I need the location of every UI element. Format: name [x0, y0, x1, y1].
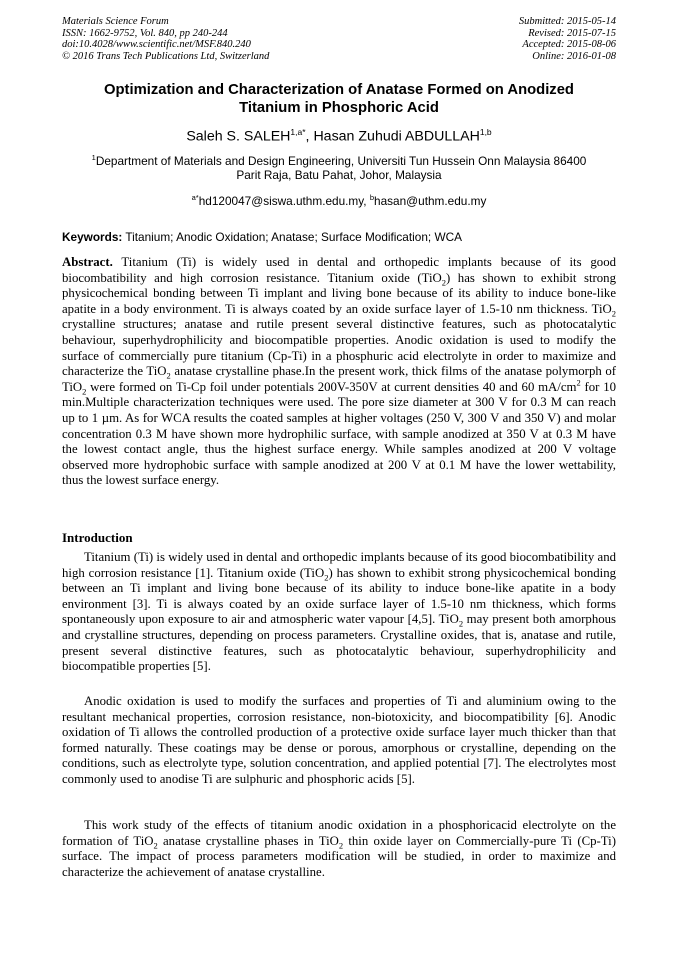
affiliation-line-2: Parit Raja, Batu Pahat, Johor, Malaysia [236, 168, 442, 183]
paper-title [62, 82, 616, 117]
author-1-sup: 1,a* [290, 127, 306, 137]
journal-name: Materials Science Forum [62, 16, 169, 27]
journal-doi: doi:10.4028/www.scientific.net/MSF.840.240 [62, 39, 251, 50]
keywords-text: Titanium; Anodic Oxidation; Anatase; Surface Modification; WCA [122, 230, 462, 244]
email-a-sup: a* [191, 193, 199, 202]
title-line-1: Optimization and Characterization of Anatase Formed on Anodized [104, 82, 574, 98]
keywords-label: Keywords: [62, 230, 123, 244]
author-2-name: Hasan Zuhudi ABDULLAH [313, 128, 480, 145]
date-accepted: Accepted: 2015-08-06 [522, 39, 616, 50]
author-2-sup: 1,b [479, 127, 492, 137]
affiliation-sup: 1 [91, 153, 96, 162]
affiliation-line-1: $^1$Department of Materials and Design Engineering, Universiti Tun Hussein Onn Malaysia 86400 [91, 153, 587, 168]
author-list [62, 124, 616, 146]
email-a[interactable]: hd120047@siswa.uthm.edu.my [198, 193, 364, 208]
section-heading-introduction: Introduction [62, 530, 133, 545]
intro-paragraph-3: This work study of the effects of titanium anodic oxidation in a phosphoricacid electrolyte on the formation of TiO$_2$ anatase crystalline phases in TiO$_2$ thin oxide layer on Commercially-pure Ti (Cp-Ti) surface. The impact of process parameters modification will be studied, in order to maximize and characterize the achievement of anatase crystalline. [62, 818, 616, 879]
author-separator: , [305, 128, 314, 145]
date-submitted: Submitted: 2015-05-14 [518, 16, 616, 27]
intro-paragraph-2: Anodic oxidation is used to modify the surfaces and properties of Ti and aluminium owing to the resultant mechanical properties, corrosion resistance, non-biotoxicity, and biocompatibility [6]. Anodic oxidation of Ti allows the controlled production of a protective oxide surface layer much thicker than that formed naturally. These coatings may be dense or porous, amorphous or crystalline, depending on the conditions, such as electrolyte type, solution concentration, and applied potential [7]. The electrolytes most commonly used to anodise Ti are sulphuric and phosphoric acids [5]. [62, 694, 616, 786]
abstract: Abstract. Titanium (Ti) is widely used in dental and orthopedic implants because of its good biocombatibility and high corrosion resistance. Titanium oxide (TiO$_2$) has shown to exhibit strong physicochemical bonding between Ti implant and living bone because of its ability to induce bone-like apatite in a body environment. Ti is always coated by an oxide surface layer of 1.5-10 nm thickness. TiO$_2$ crystalline structures; anatase and rutile present several distinctive features, such as photocatalytic behaviour, superhydrophilicity and biocompatible properties. Anodic oxidation is used to modify the surface of commercially pure titanium (Cp-Ti) in a phosphuric acid electrolyte in order to maximize and characterize the TiO$_2$ anatase crystalline phase.In the present work, thick films of the anatase polymorph of TiO$_2$ were formed on Ti-Cp foil under potentials 200V-350V at current densities 40 and 60 $mA/cm^2$ for 10 min.Multiple characterization techniques were used. The pore size diameter at 300 V for 0.3 M can reach up to 1 µm. As for WCA results the coated samples at higher voltages (250 V, 300 V and 350 V) and molar concentration 0.3 M have shown more hydrophilic surface, with sample anodized at 350 V at 0.3 M have the lowest contact angle, thus the highest surface energy. While samples anodized at 200 V voltage observed more hydrophobic surface with sample anodized at 200 V at 0.1 M have the lower wettability, thus the lowest surface energy. [62, 255, 616, 488]
email-b[interactable]: hasan@uthm.edu.my [374, 193, 487, 208]
abstract-label: Abstract. [62, 255, 113, 269]
affiliation [62, 151, 616, 183]
author-1-name: Saleh S. SALEH [186, 128, 291, 145]
date-online: Online: 2016-01-08 [532, 50, 616, 62]
intro-paragraph-1: Titanium (Ti) is widely used in dental and orthopedic implants because of its good biocombatibility and high corrosion resistance [1]. Titanium oxide (TiO$_2$) has shown to exhibit strong physicochemical bonding between an Ti implant and living bone because of its ability to induce bone-like apatite in a body environment [3]. Ti is always coated by an oxide surface layer of 1.5-10 nm thickness, which forms spontaneously upon exposure to air and atmospheric water vapour [4,5]. TiO$_2$ may present both amorphous and crystalline structures, depending on process parameters. Crystalline oxides, that is, anatase and rutile, present several distinctive features, such as photocatalytic behaviour, superhydrophilicity and biocompatible properties [5]. [62, 550, 617, 674]
submission-dates [519, 16, 616, 62]
journal-issn: ISSN: 1662-9752, Vol. 840, pp 240-244 [62, 27, 228, 39]
author-emails: $^{a*}$hd120047@siswa.uthm.edu.my, $^b$hasan@uthm.edu.my [191, 193, 487, 208]
journal-info [62, 16, 269, 62]
keywords [62, 230, 616, 244]
journal-copyright: © 2016 Trans Tech Publications Ltd, Switzerland [62, 50, 270, 62]
email-b-sup: b [369, 193, 375, 202]
date-revised: Revised: 2015-07-15 [528, 27, 616, 39]
title-line-2: Titanium in Phosphoric Acid [239, 99, 439, 116]
